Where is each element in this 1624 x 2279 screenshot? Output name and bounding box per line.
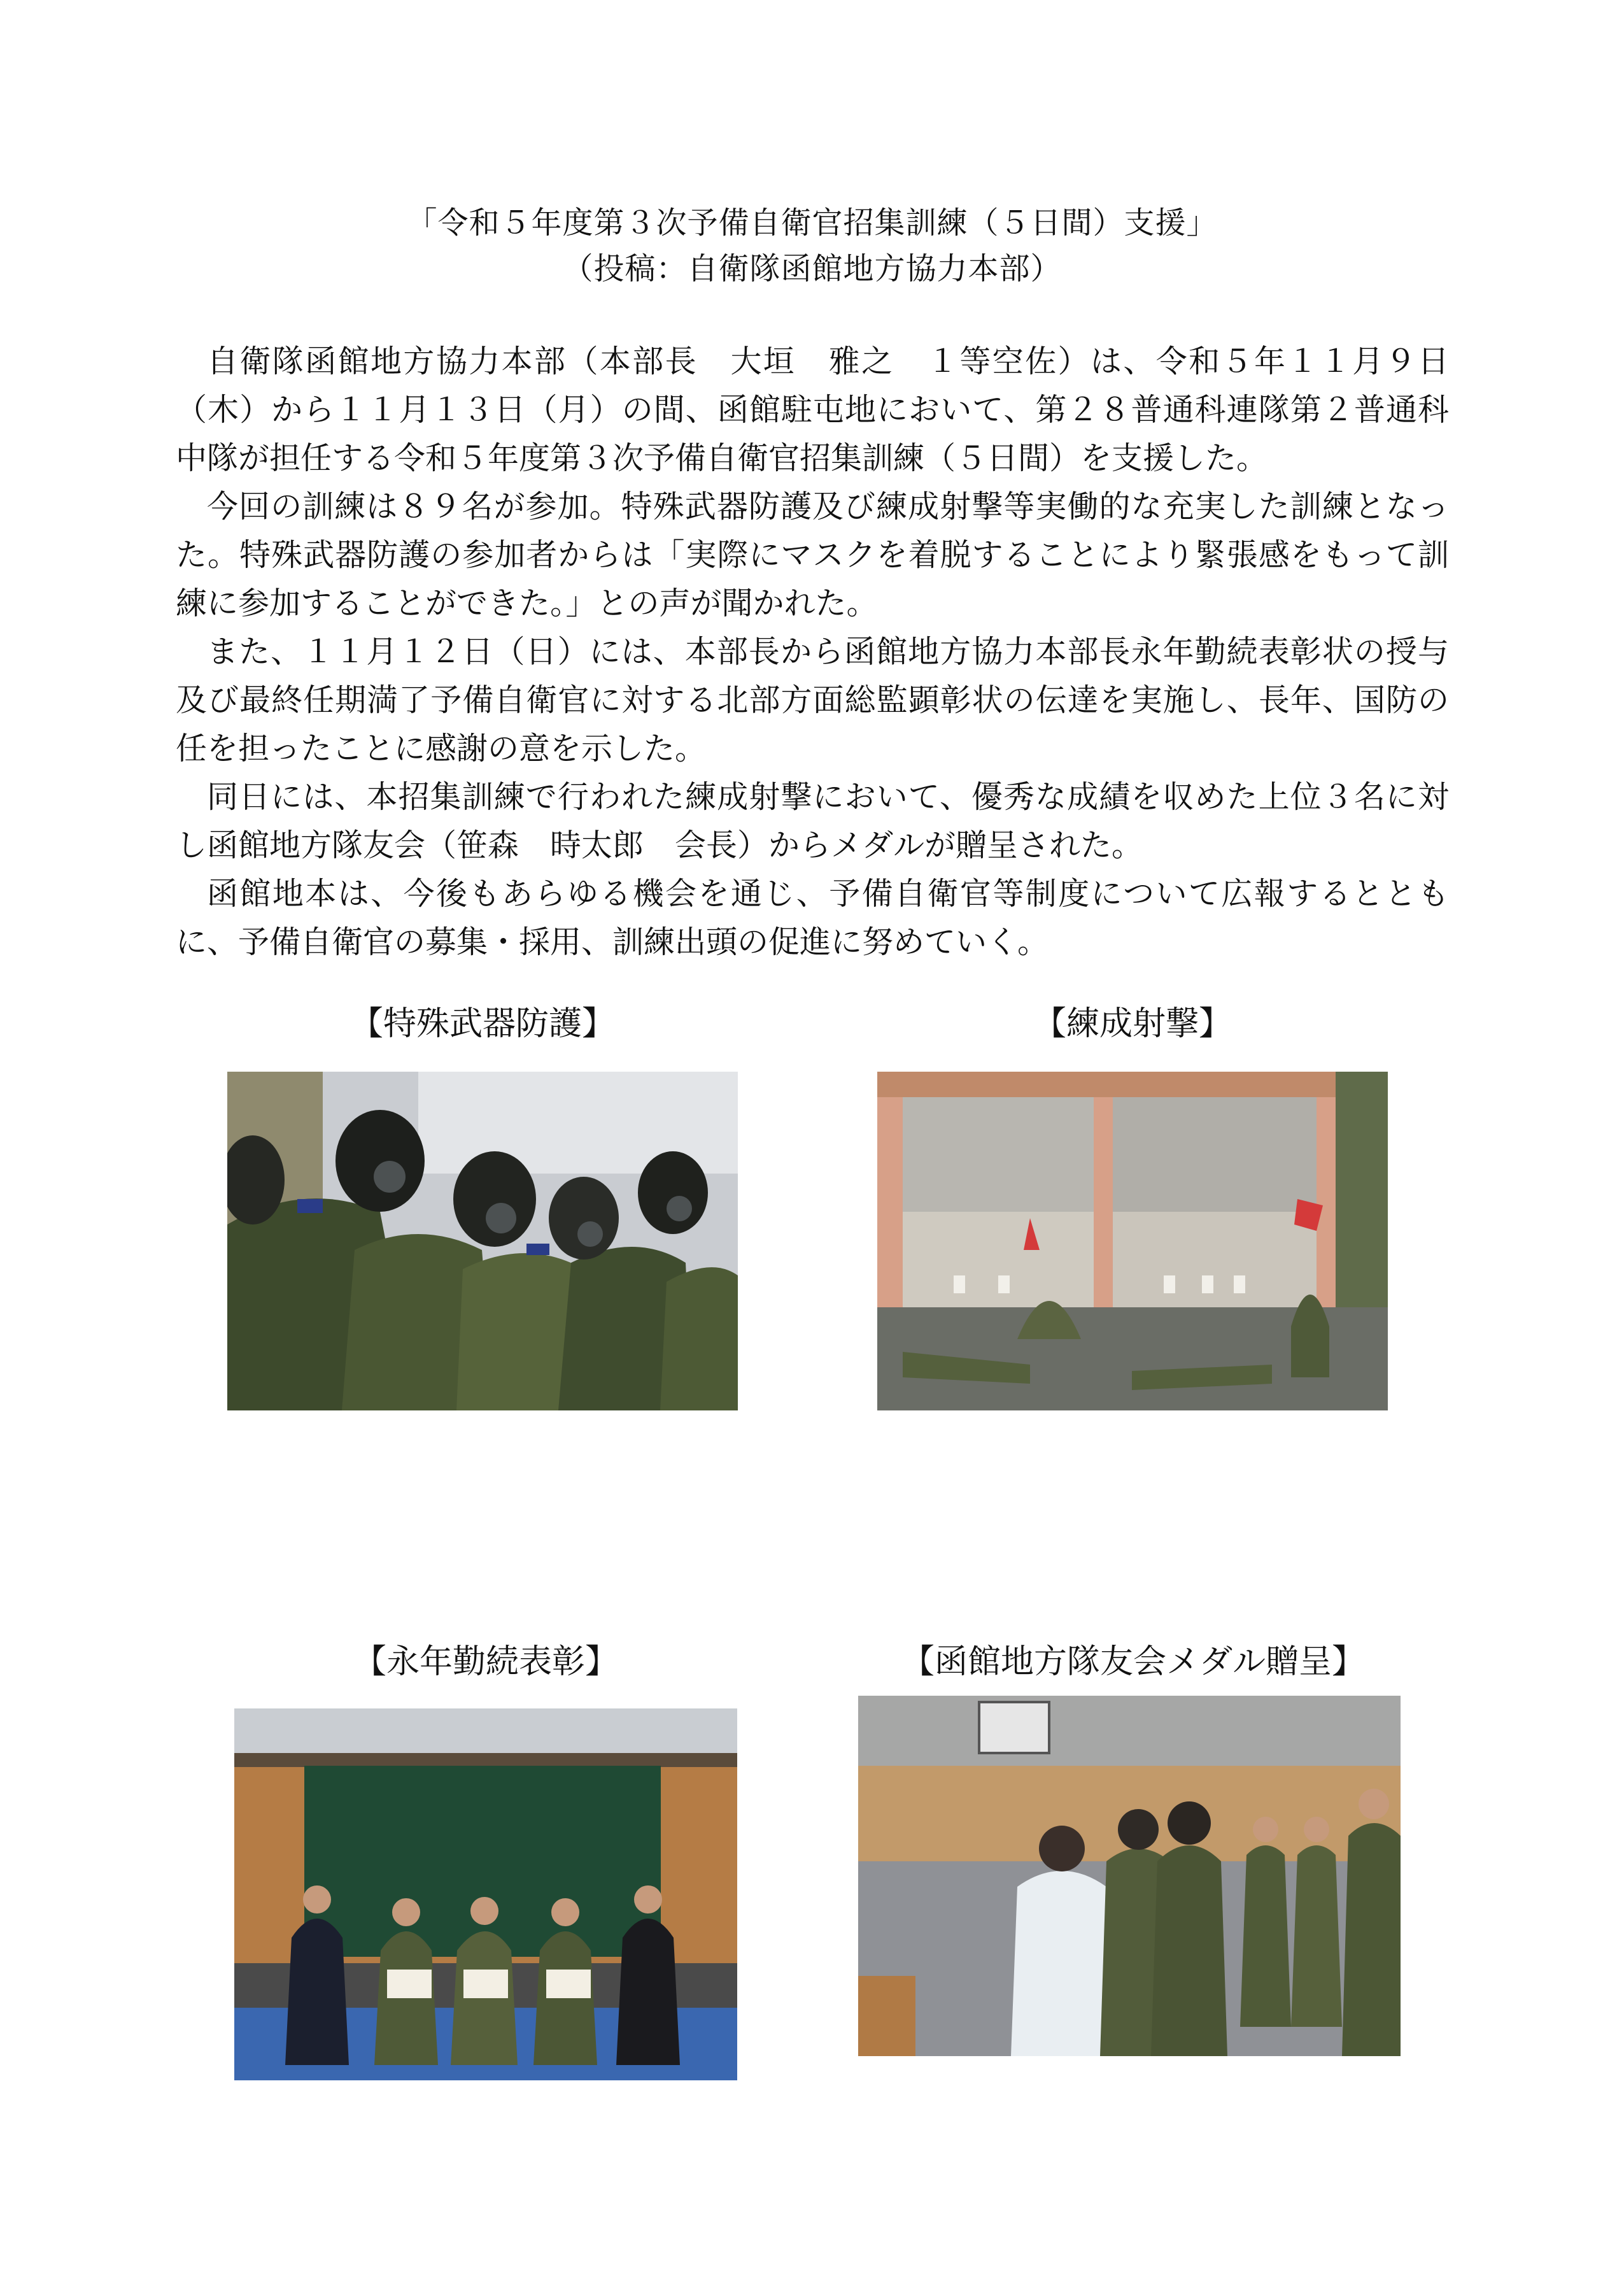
document-byline: （投稿：自衛隊函館地方協力本部） [562,251,1062,287]
photo-shooting-training [877,1072,1388,1410]
paragraph: 函館地本は、今後もあらゆる機会を通じ、予備自衛官等制度について広報するとともに、予備自衛官の募集・採用、訓練出頭の促進に努めていく。 [176,876,1449,960]
photo-caption-service-award: 【永年勤続表彰】 [353,1643,618,1681]
photo-caption-shooting: 【練成射撃】 [1033,1005,1232,1043]
paragraph: 同日には、本招集訓練で行われた練成射撃において、優秀な成績を収めた上位３名に対し函館地方隊友会（笹森 時太郎 会長）からメダルが贈呈された。 [176,779,1449,863]
photo-service-award [234,1708,737,2080]
photo-caption-medal: 【函館地方隊友会メダル贈呈】 [901,1643,1365,1681]
photo-medal-presentation [858,1696,1401,2056]
paragraph: また、１１月１２日（日）には、本部長から函館地方協力本部長永年勤続表彰状の授与及び最終任期満了予備自衛官に対する北部方面総監顕彰状の伝達を実施し、長年、国防の任を担ったことに感謝の意を示した。 [176,634,1449,767]
photo-caption-cbrn: 【特殊武器防護】 [350,1005,615,1043]
body-text [176,337,1449,967]
document-title: 「令和５年度第３次予備自衛官招集訓練（５日間）支援」 [406,205,1218,241]
photo-cbrn-protection [227,1072,738,1410]
paragraph: 今回の訓練は８９名が参加。特殊武器防護及び練成射撃等実働的な充実した訓練となった。特殊武器防護の参加者からは「実際にマスクを着脱することにより緊張感をもって訓練に参加することができた。」との声が聞かれた。 [176,488,1449,621]
paragraph: 自衛隊函館地方協力本部（本部長 大垣 雅之 １等空佐）は、令和５年１１月９日（木）から１１月１３日（月）の間、函館駐屯地において、第２８普通科連隊第２普通科中隊が担任する令和５年度第３次予備自衛官招集訓練（５日間）を支援した。 [176,343,1449,476]
